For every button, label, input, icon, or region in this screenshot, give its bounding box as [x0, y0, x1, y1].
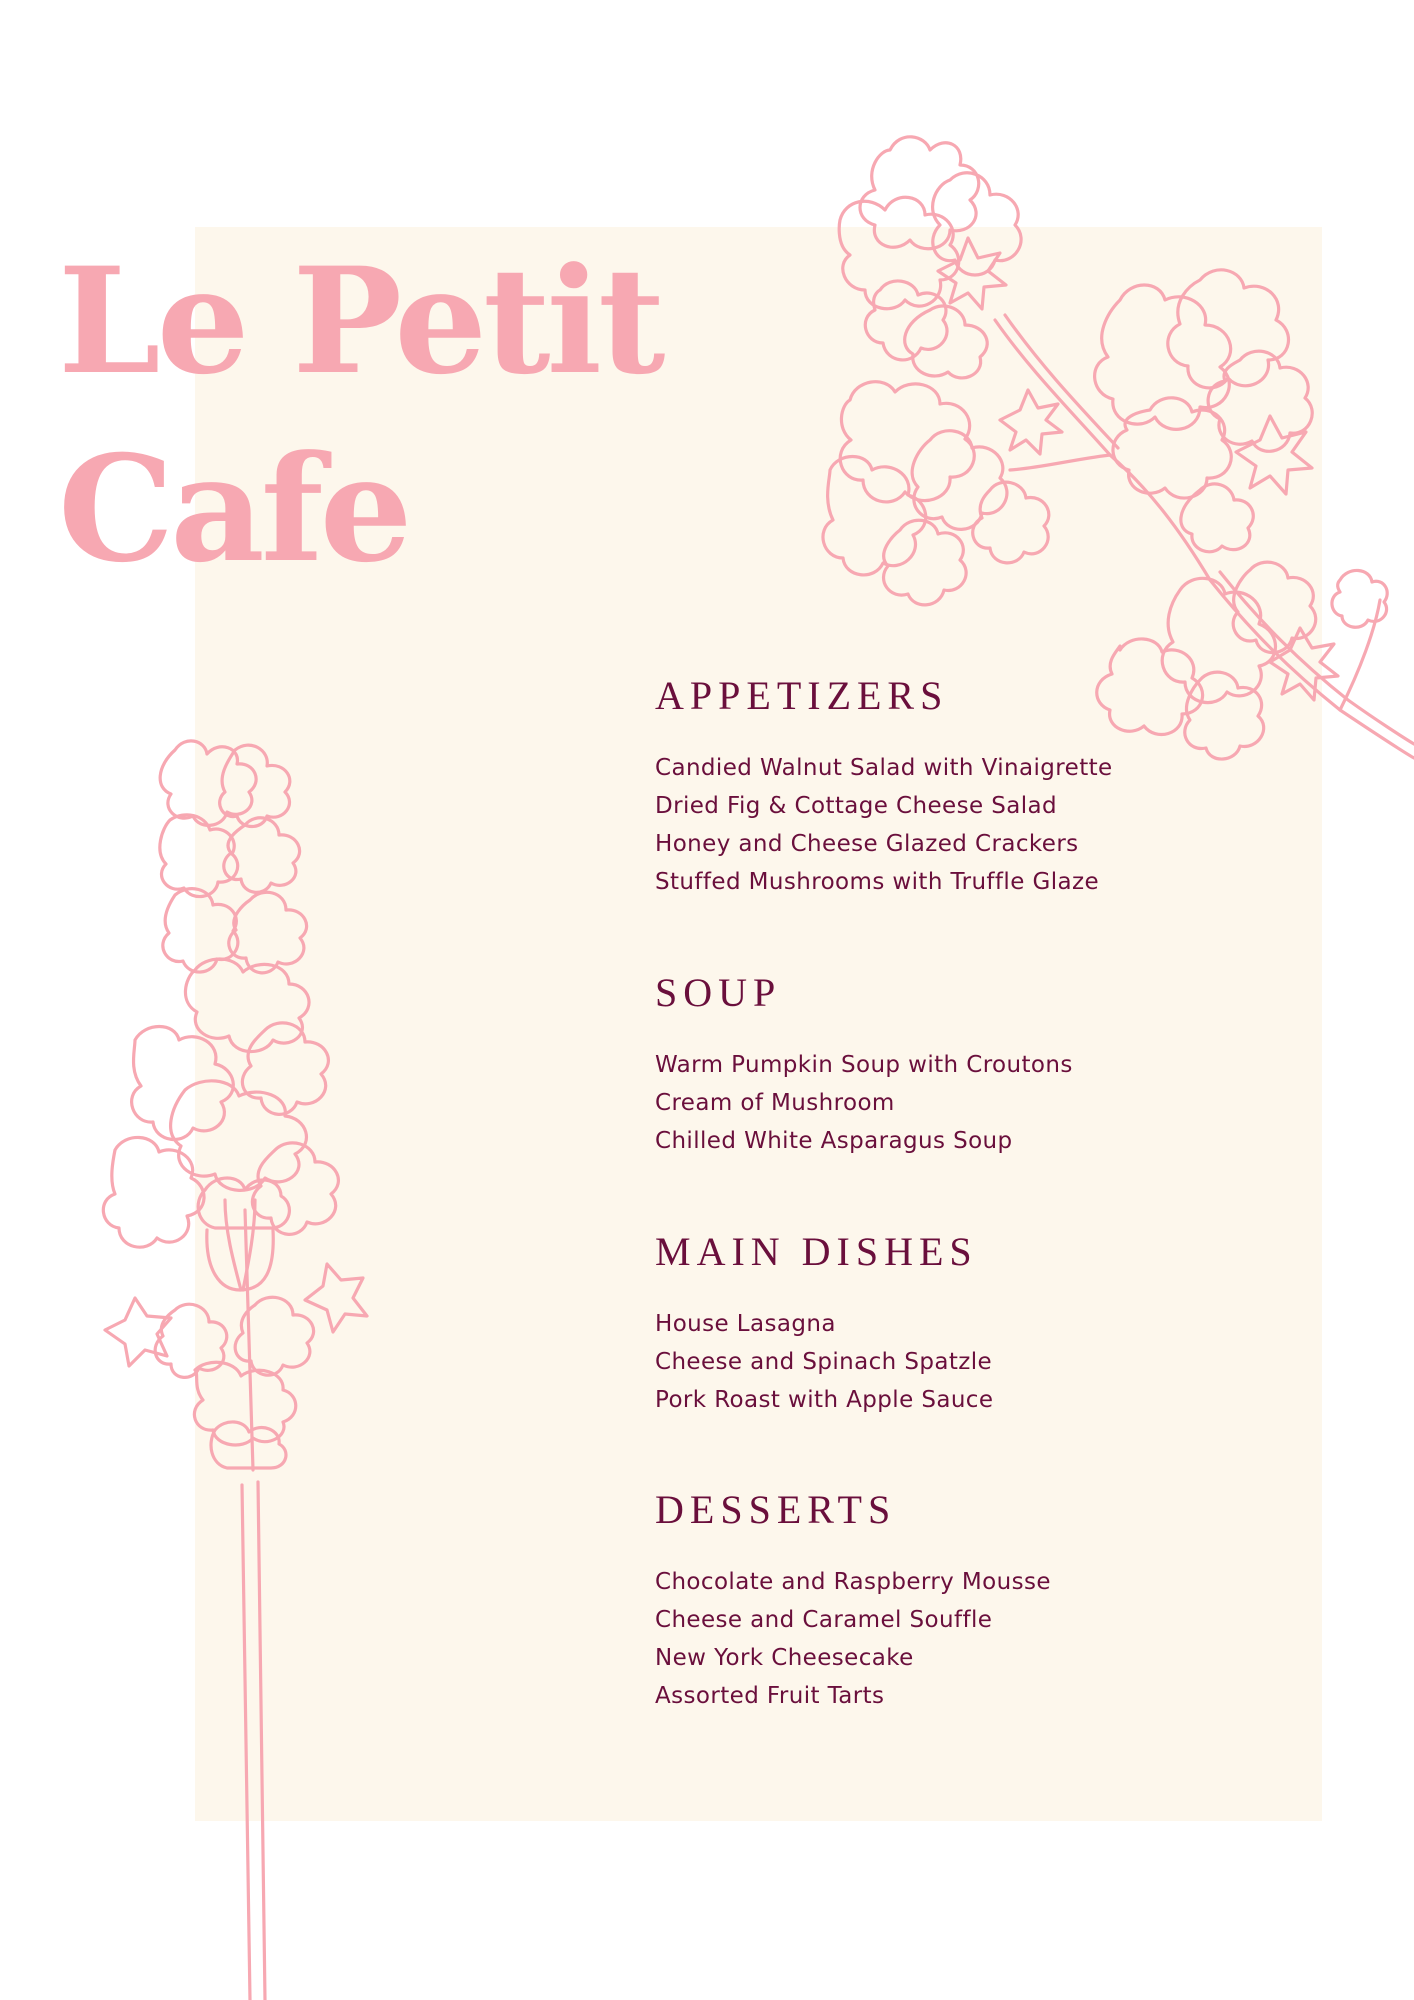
menu-item-list [655, 1046, 1073, 1160]
menu-item: Stuffed Mushrooms with Truffle Glaze [655, 869, 1100, 895]
menu-item: Candied Walnut Salad with Vinaigrette [655, 755, 1113, 781]
menu-item: New York Cheesecake [655, 1645, 914, 1671]
cafe-title [58, 228, 661, 604]
section-heading: SOUP [655, 970, 782, 1015]
menu-item: Cheese and Caramel Souffle [655, 1607, 993, 1633]
title-line-2: Cafe [58, 424, 409, 595]
title-line-1: Le Petit [58, 236, 662, 407]
menu-item: Cheese and Spinach Spatzle [655, 1349, 993, 1375]
menu-item: Dried Fig & Cottage Cheese Salad [655, 793, 1058, 819]
section-soup [655, 969, 1073, 1160]
menu-item: Honey and Cheese Glazed Crackers [655, 831, 1079, 857]
menu-item: Assorted Fruit Tarts [655, 1683, 885, 1709]
menu-item-list [655, 1305, 993, 1419]
lavender-stalk-icon [115, 730, 375, 2000]
section-desserts [655, 1486, 1051, 1715]
menu-item: House Lasagna [655, 1311, 836, 1337]
section-heading: MAIN DISHES [655, 1229, 978, 1274]
section-heading: DESSERTS [655, 1487, 897, 1532]
section-main-dishes [655, 1228, 993, 1419]
menu-item: Chocolate and Raspberry Mousse [655, 1569, 1051, 1595]
menu-item: Pork Roast with Apple Sauce [655, 1387, 994, 1413]
menu-item: Cream of Mushroom [655, 1090, 895, 1116]
menu-item-list [655, 749, 1113, 901]
menu-item-list [655, 1563, 1051, 1715]
section-heading: APPETIZERS [655, 673, 949, 718]
section-appetizers [655, 672, 1113, 901]
menu-item: Warm Pumpkin Soup with Croutons [655, 1052, 1073, 1078]
menu-item: Chilled White Asparagus Soup [655, 1128, 1013, 1154]
